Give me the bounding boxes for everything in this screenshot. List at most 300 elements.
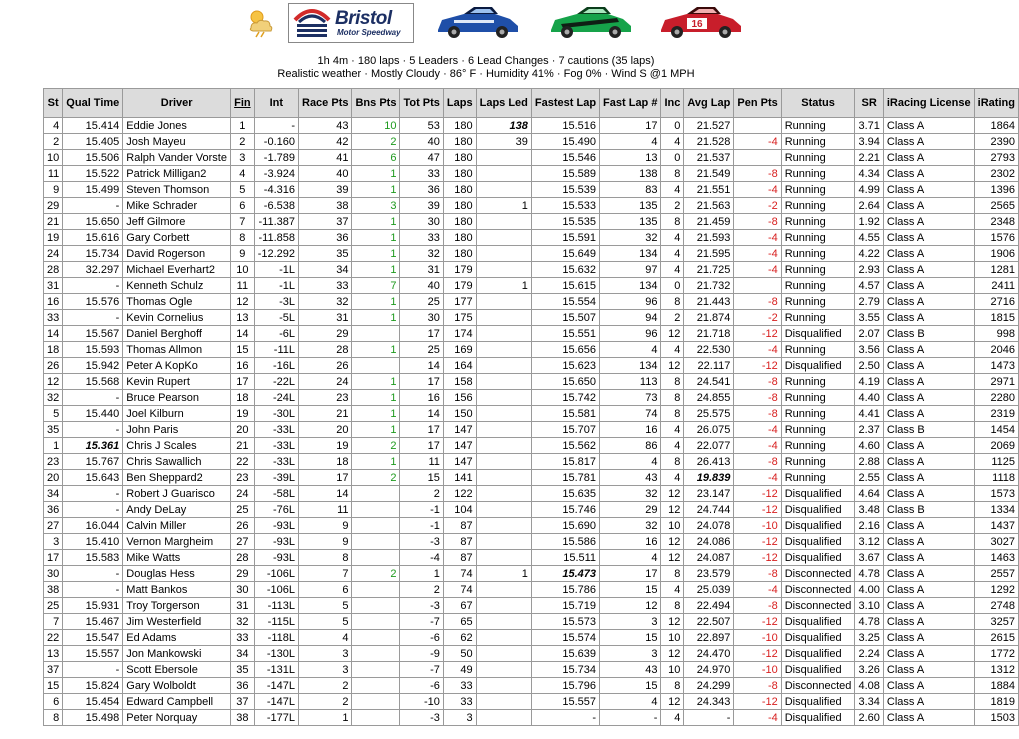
cell-license: Class A	[883, 342, 974, 358]
cell-safety-rating: 3.94	[855, 134, 883, 150]
cell-safety-rating: 4.99	[855, 182, 883, 198]
cell-license: Class A	[883, 518, 974, 534]
column-header-license[interactable]: iRacing License	[883, 89, 974, 118]
cell-bonus-points: 1	[352, 342, 400, 358]
cell-bonus-points: 1	[352, 246, 400, 262]
cell-total-points: 17	[400, 374, 443, 390]
column-header-laps-led[interactable]: Laps Led	[476, 89, 531, 118]
cell-fast-lap-number: 86	[600, 438, 661, 454]
cell-incidents: 8	[661, 566, 684, 582]
cell-license: Class A	[883, 470, 974, 486]
cell-interval: -113L	[254, 598, 298, 614]
column-header-bns-pts[interactable]: Bns Pts	[352, 89, 400, 118]
cell-avg-lap: 24.078	[684, 518, 734, 534]
cell-laps-led	[476, 342, 531, 358]
cell-status: Running	[781, 198, 855, 214]
cell-license: Class A	[883, 358, 974, 374]
cell-qual-time: 15.506	[63, 150, 123, 166]
cell-driver-name: Peter A KopKo	[123, 358, 231, 374]
cell-fast-lap-number: 16	[600, 422, 661, 438]
cell-fastest-lap: 15.554	[531, 294, 599, 310]
cell-laps: 33	[443, 678, 476, 694]
column-header-sr[interactable]: SR	[855, 89, 883, 118]
cell-safety-rating: 2.37	[855, 422, 883, 438]
cell-irating: 2390	[974, 134, 1018, 150]
cell-status: Running	[781, 166, 855, 182]
cell-total-points: -6	[400, 630, 443, 646]
cell-bonus-points: 1	[352, 166, 400, 182]
cell-qual-time: -	[63, 502, 123, 518]
cell-interval: -4.316	[254, 182, 298, 198]
cell-status: Running	[781, 294, 855, 310]
column-header-race-pts[interactable]: Race Pts	[299, 89, 352, 118]
cell-laps-led: 1	[476, 566, 531, 582]
cell-fastest-lap: 15.746	[531, 502, 599, 518]
cell-race-points: 41	[299, 150, 352, 166]
cell-incidents: 4	[661, 422, 684, 438]
cell-license: Class A	[883, 374, 974, 390]
cell-race-points: 9	[299, 518, 352, 534]
cell-fastest-lap: 15.586	[531, 534, 599, 550]
car-icon-blue	[434, 4, 522, 45]
cell-penalty-points: -8	[734, 598, 781, 614]
cell-safety-rating: 3.71	[855, 118, 883, 134]
cell-penalty-points	[734, 118, 781, 134]
cell-avg-lap: 23.147	[684, 486, 734, 502]
cell-total-points: -3	[400, 534, 443, 550]
cell-license: Class A	[883, 118, 974, 134]
cell-total-points: 1	[400, 566, 443, 582]
cell-status: Disqualified	[781, 358, 855, 374]
cell-race-points: 34	[299, 262, 352, 278]
cell-status: Disconnected	[781, 598, 855, 614]
table-row	[44, 614, 1019, 630]
cell-incidents: 2	[661, 198, 684, 214]
cell-finish-pos: 21	[231, 438, 255, 454]
cell-avg-lap: 21.528	[684, 134, 734, 150]
cell-race-points: 19	[299, 438, 352, 454]
cell-license: Class A	[883, 614, 974, 630]
cell-race-points: 21	[299, 406, 352, 422]
cell-incidents: 12	[661, 614, 684, 630]
cell-qual-time: -	[63, 422, 123, 438]
cell-fastest-lap: 15.639	[531, 646, 599, 662]
cell-laps: 74	[443, 566, 476, 582]
cell-fast-lap-number: 134	[600, 358, 661, 374]
cell-bonus-points: 2	[352, 438, 400, 454]
column-header-st[interactable]: St	[44, 89, 63, 118]
cell-laps-led	[476, 294, 531, 310]
table-row	[44, 694, 1019, 710]
column-header-pen-pts[interactable]: Pen Pts	[734, 89, 781, 118]
cell-laps: 175	[443, 310, 476, 326]
cell-penalty-points: -12	[734, 358, 781, 374]
cell-driver-name: Andy DeLay	[123, 502, 231, 518]
cell-interval: -1.789	[254, 150, 298, 166]
cell-status: Running	[781, 310, 855, 326]
cell-safety-rating: 4.78	[855, 614, 883, 630]
cell-bonus-points: 1	[352, 182, 400, 198]
cell-irating: 1884	[974, 678, 1018, 694]
cell-fast-lap-number: 17	[600, 566, 661, 582]
cell-race-points: 2	[299, 694, 352, 710]
cell-license: Class B	[883, 502, 974, 518]
car-icon-green	[547, 4, 635, 45]
cell-race-points: 4	[299, 630, 352, 646]
table-row	[44, 566, 1019, 582]
cell-bonus-points	[352, 694, 400, 710]
cell-qual-time: 15.650	[63, 214, 123, 230]
cell-laps-led	[476, 246, 531, 262]
cell-interval: -130L	[254, 646, 298, 662]
cell-status: Disqualified	[781, 326, 855, 342]
cell-penalty-points: -4	[734, 470, 781, 486]
cell-qual-time: 15.824	[63, 678, 123, 694]
cell-total-points: 53	[400, 118, 443, 134]
cell-driver-name: Scott Ebersole	[123, 662, 231, 678]
cell-incidents: 12	[661, 326, 684, 342]
cell-finish-pos: 38	[231, 710, 255, 726]
cell-penalty-points: -2	[734, 198, 781, 214]
cell-irating: 2302	[974, 166, 1018, 182]
cell-irating: 2348	[974, 214, 1018, 230]
cell-race-points: 43	[299, 118, 352, 134]
cell-driver-name: Eddie Jones	[123, 118, 231, 134]
cell-fastest-lap: 15.632	[531, 262, 599, 278]
cell-penalty-points: -12	[734, 550, 781, 566]
table-row	[44, 310, 1019, 326]
cell-safety-rating: 2.93	[855, 262, 883, 278]
cell-total-points: 17	[400, 438, 443, 454]
cell-finish-pos: 34	[231, 646, 255, 662]
cell-fastest-lap: 15.781	[531, 470, 599, 486]
cell-license: Class A	[883, 534, 974, 550]
cell-avg-lap: 24.086	[684, 534, 734, 550]
cell-total-points: -1	[400, 518, 443, 534]
cell-incidents: 12	[661, 550, 684, 566]
cell-laps: 49	[443, 662, 476, 678]
cell-laps-led: 1	[476, 198, 531, 214]
cell-avg-lap: 21.563	[684, 198, 734, 214]
cell-total-points: 33	[400, 166, 443, 182]
cell-start-pos: 11	[44, 166, 63, 182]
cell-finish-pos: 10	[231, 262, 255, 278]
cell-fast-lap-number: 15	[600, 582, 661, 598]
cell-incidents: 12	[661, 502, 684, 518]
cell-race-points: 42	[299, 134, 352, 150]
cell-fast-lap-number: 4	[600, 550, 661, 566]
cell-fast-lap-number: 15	[600, 678, 661, 694]
column-header-fast-lap-num[interactable]: Fast Lap #	[600, 89, 661, 118]
column-header-avg-lap[interactable]: Avg Lap	[684, 89, 734, 118]
cell-driver-name: Douglas Hess	[123, 566, 231, 582]
cell-fast-lap-number: 97	[600, 262, 661, 278]
cell-race-points: 31	[299, 310, 352, 326]
cell-laps: 87	[443, 518, 476, 534]
table-row	[44, 710, 1019, 726]
cell-start-pos: 20	[44, 470, 63, 486]
cell-laps-led	[476, 550, 531, 566]
cell-fast-lap-number: 32	[600, 486, 661, 502]
column-header-inc[interactable]: Inc	[661, 89, 684, 118]
cell-laps: 147	[443, 438, 476, 454]
cell-total-points: -10	[400, 694, 443, 710]
cell-total-points: 2	[400, 582, 443, 598]
cell-avg-lap: 26.075	[684, 422, 734, 438]
cell-finish-pos: 23	[231, 470, 255, 486]
cell-start-pos: 25	[44, 598, 63, 614]
cell-qual-time: 15.361	[63, 438, 123, 454]
column-header-int[interactable]: Int	[254, 89, 298, 118]
cell-safety-rating: 4.60	[855, 438, 883, 454]
column-header-qual-time[interactable]: Qual Time	[63, 89, 123, 118]
cell-safety-rating: 3.10	[855, 598, 883, 614]
cell-interval: -6.538	[254, 198, 298, 214]
cell-penalty-points: -4	[734, 262, 781, 278]
column-header-laps[interactable]: Laps	[443, 89, 476, 118]
cell-irating: 1473	[974, 358, 1018, 374]
column-header-irating[interactable]: iRating	[974, 89, 1018, 118]
cell-laps-led	[476, 438, 531, 454]
cell-qual-time: 15.576	[63, 294, 123, 310]
cell-total-points: -1	[400, 502, 443, 518]
cell-laps-led	[476, 502, 531, 518]
cell-qual-time: 15.568	[63, 374, 123, 390]
cell-interval: -1L	[254, 278, 298, 294]
cell-finish-pos: 33	[231, 630, 255, 646]
cell-finish-pos: 15	[231, 342, 255, 358]
cell-penalty-points: -8	[734, 294, 781, 310]
cell-incidents: 4	[661, 262, 684, 278]
cell-avg-lap: 21.549	[684, 166, 734, 182]
cell-penalty-points: -8	[734, 390, 781, 406]
cell-interval: -33L	[254, 422, 298, 438]
cell-safety-rating: 4.41	[855, 406, 883, 422]
table-row	[44, 246, 1019, 262]
cell-start-pos: 8	[44, 710, 63, 726]
cell-qual-time: 15.547	[63, 630, 123, 646]
cell-irating: 2557	[974, 566, 1018, 582]
column-header-fin[interactable]: Fin	[231, 89, 255, 118]
cell-incidents: 0	[661, 150, 684, 166]
cell-driver-name: Joel Kilburn	[123, 406, 231, 422]
cell-avg-lap: 24.970	[684, 662, 734, 678]
cell-fastest-lap: 15.690	[531, 518, 599, 534]
cell-irating: 2565	[974, 198, 1018, 214]
cell-start-pos: 22	[44, 630, 63, 646]
cell-start-pos: 24	[44, 246, 63, 262]
cell-penalty-points	[734, 150, 781, 166]
cell-fast-lap-number: 73	[600, 390, 661, 406]
cell-finish-pos: 18	[231, 390, 255, 406]
cell-incidents: 4	[661, 470, 684, 486]
cell-driver-name: Peter Norquay	[123, 710, 231, 726]
cell-penalty-points: -8	[734, 406, 781, 422]
table-row	[44, 406, 1019, 422]
cell-safety-rating: 4.40	[855, 390, 883, 406]
cell-bonus-points: 1	[352, 262, 400, 278]
cell-avg-lap: 21.537	[684, 150, 734, 166]
cell-finish-pos: 16	[231, 358, 255, 374]
cell-qual-time: 15.942	[63, 358, 123, 374]
cell-fastest-lap: 15.557	[531, 694, 599, 710]
table-row	[44, 230, 1019, 246]
column-header-tot-pts[interactable]: Tot Pts	[400, 89, 443, 118]
cell-status: Disqualified	[781, 694, 855, 710]
column-header-fastest-lap[interactable]: Fastest Lap	[531, 89, 599, 118]
cell-race-points: 17	[299, 470, 352, 486]
cell-laps: 87	[443, 550, 476, 566]
cell-fastest-lap: -	[531, 710, 599, 726]
car-number: 16	[691, 19, 703, 30]
track-logo	[288, 3, 414, 43]
cell-irating: 1396	[974, 182, 1018, 198]
cell-finish-pos: 13	[231, 310, 255, 326]
cell-status: Running	[781, 150, 855, 166]
cell-fast-lap-number: 32	[600, 518, 661, 534]
cell-start-pos: 2	[44, 134, 63, 150]
cell-total-points: 17	[400, 422, 443, 438]
cell-laps-led	[476, 710, 531, 726]
cell-license: Class A	[883, 182, 974, 198]
cell-safety-rating: 4.22	[855, 246, 883, 262]
table-row	[44, 390, 1019, 406]
cell-qual-time: 15.616	[63, 230, 123, 246]
cell-fast-lap-number: 96	[600, 294, 661, 310]
cell-laps: 50	[443, 646, 476, 662]
cell-laps-led	[476, 454, 531, 470]
column-header-driver[interactable]: Driver	[123, 89, 231, 118]
cell-total-points: 40	[400, 278, 443, 294]
cell-avg-lap: 21.874	[684, 310, 734, 326]
cell-bonus-points	[352, 502, 400, 518]
cell-bonus-points: 6	[352, 150, 400, 166]
cell-avg-lap: 21.595	[684, 246, 734, 262]
weather-icon	[245, 8, 275, 38]
weather-summary-line: Realistic weather · Mostly Cloudy · 86° F · Humidity 41% · Fog 0% · Wind S @1 MPH	[277, 68, 695, 80]
cell-penalty-points: -12	[734, 326, 781, 342]
cell-laps-led	[476, 310, 531, 326]
cell-fast-lap-number: 135	[600, 214, 661, 230]
cell-fast-lap-number: 13	[600, 150, 661, 166]
cell-penalty-points: -8	[734, 214, 781, 230]
cell-interval: -11.387	[254, 214, 298, 230]
cell-penalty-points: -4	[734, 710, 781, 726]
cell-safety-rating: 4.78	[855, 566, 883, 582]
cell-fastest-lap: 15.589	[531, 166, 599, 182]
cell-bonus-points: 2	[352, 566, 400, 582]
cell-driver-name: Thomas Ogle	[123, 294, 231, 310]
cell-total-points: 11	[400, 454, 443, 470]
cell-license: Class B	[883, 326, 974, 342]
cell-status: Running	[781, 390, 855, 406]
cell-race-points: 3	[299, 662, 352, 678]
cell-interval: -	[254, 118, 298, 134]
cell-safety-rating: 3.12	[855, 534, 883, 550]
cell-race-points: 24	[299, 374, 352, 390]
cell-fastest-lap: 15.719	[531, 598, 599, 614]
cell-qual-time: -	[63, 566, 123, 582]
cell-incidents: 2	[661, 310, 684, 326]
cell-laps-led	[476, 150, 531, 166]
cell-start-pos: 31	[44, 278, 63, 294]
cell-bonus-points	[352, 582, 400, 598]
cell-bonus-points	[352, 646, 400, 662]
cell-irating: 998	[974, 326, 1018, 342]
cell-license: Class A	[883, 486, 974, 502]
cell-qual-time: 15.410	[63, 534, 123, 550]
cell-interval: -118L	[254, 630, 298, 646]
cell-fastest-lap: 15.562	[531, 438, 599, 454]
cell-laps-led	[476, 614, 531, 630]
cell-irating: 2046	[974, 342, 1018, 358]
cell-start-pos: 1	[44, 438, 63, 454]
cell-finish-pos: 20	[231, 422, 255, 438]
table-row	[44, 198, 1019, 214]
table-row	[44, 118, 1019, 134]
cell-safety-rating: 2.88	[855, 454, 883, 470]
cell-fastest-lap: 15.635	[531, 486, 599, 502]
cell-bonus-points: 1	[352, 214, 400, 230]
column-header-status[interactable]: Status	[781, 89, 855, 118]
cell-race-points: 35	[299, 246, 352, 262]
cell-status: Disqualified	[781, 486, 855, 502]
cell-fast-lap-number: 15	[600, 630, 661, 646]
cell-incidents: 10	[661, 662, 684, 678]
cell-avg-lap: 21.593	[684, 230, 734, 246]
cell-qual-time: 15.931	[63, 598, 123, 614]
cell-driver-name: Josh Mayeu	[123, 134, 231, 150]
cell-irating: 1463	[974, 550, 1018, 566]
cell-license: Class A	[883, 166, 974, 182]
cell-fast-lap-number: 43	[600, 470, 661, 486]
cell-safety-rating: 3.56	[855, 342, 883, 358]
cell-laps-led	[476, 390, 531, 406]
cell-driver-name: Vernon Margheim	[123, 534, 231, 550]
cell-race-points: 33	[299, 278, 352, 294]
cell-laps-led	[476, 262, 531, 278]
cell-penalty-points: -10	[734, 518, 781, 534]
cell-driver-name: Troy Torgerson	[123, 598, 231, 614]
cell-race-points: 36	[299, 230, 352, 246]
cell-race-points: 40	[299, 166, 352, 182]
cell-license: Class A	[883, 630, 974, 646]
cell-total-points: 47	[400, 150, 443, 166]
cell-safety-rating: 3.48	[855, 502, 883, 518]
cell-license: Class A	[883, 582, 974, 598]
cell-safety-rating: 4.34	[855, 166, 883, 182]
cell-qual-time: 15.734	[63, 246, 123, 262]
table-row	[44, 518, 1019, 534]
cell-incidents: 4	[661, 438, 684, 454]
cell-license: Class B	[883, 422, 974, 438]
cell-penalty-points: -8	[734, 454, 781, 470]
cell-laps: 158	[443, 374, 476, 390]
cell-safety-rating: 3.26	[855, 662, 883, 678]
cell-status: Disqualified	[781, 534, 855, 550]
cell-status: Disconnected	[781, 582, 855, 598]
cell-laps: 179	[443, 262, 476, 278]
table-row	[44, 294, 1019, 310]
cell-laps-led	[476, 230, 531, 246]
cell-penalty-points: -2	[734, 310, 781, 326]
cell-safety-rating: 2.21	[855, 150, 883, 166]
cell-qual-time: -	[63, 390, 123, 406]
cell-driver-name: Matt Bankos	[123, 582, 231, 598]
cell-status: Disqualified	[781, 630, 855, 646]
cell-qual-time: 15.593	[63, 342, 123, 358]
cell-license: Class A	[883, 310, 974, 326]
